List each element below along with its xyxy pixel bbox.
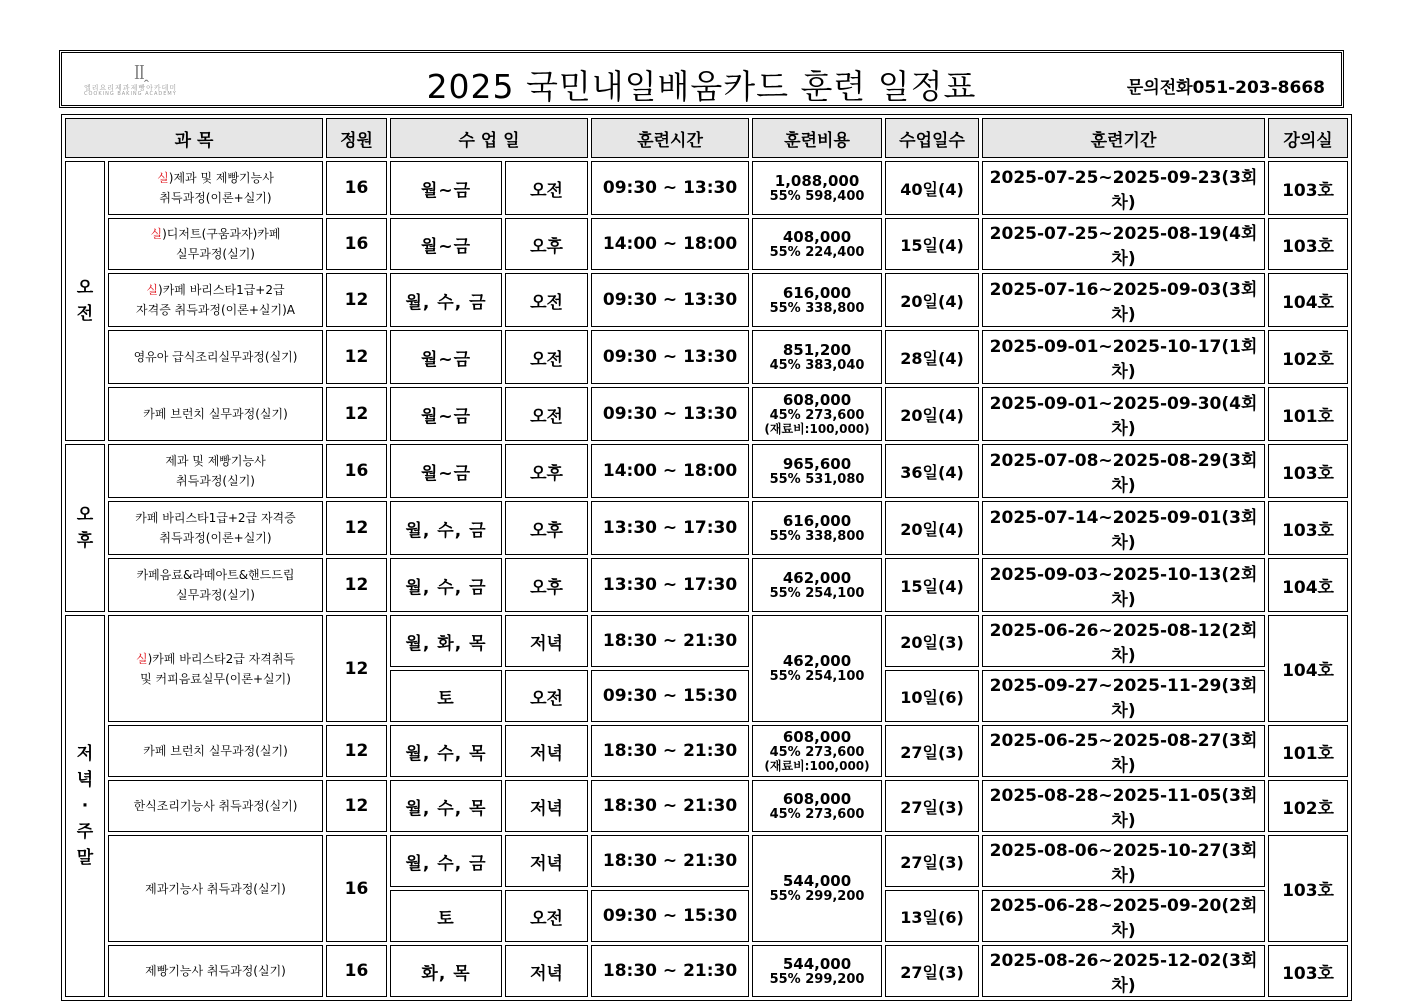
course-title: 제과기능사 취득과정(실기) [145, 881, 286, 896]
course-line-2: 실무과정(실기) [176, 588, 255, 602]
class-days: 월~금 [390, 330, 502, 384]
fee-subsidized: 55% 299,200 [769, 971, 865, 987]
table-row [65, 725, 1348, 777]
course-line-1 [109, 879, 322, 899]
table-row [65, 218, 1348, 270]
fee-amount: 616,000 [782, 511, 852, 530]
classroom: 103호 [1268, 501, 1348, 555]
course-line-2: 취득과정(이론+실기) [159, 191, 272, 205]
class-slot: 오후 [505, 558, 588, 612]
table-header-row [65, 118, 1348, 158]
header-training-period: 훈련기간 [982, 118, 1265, 158]
training-time: 09:30 ~ 13:30 [591, 161, 749, 215]
number-of-days: 20일(4) [885, 273, 979, 327]
course-line-2: 및 커피음료실무(이론+실기) [140, 671, 291, 686]
class-slot: 오전 [505, 387, 588, 441]
capacity: 12 [326, 725, 387, 777]
training-fee [752, 945, 882, 997]
table-row [65, 945, 1348, 997]
capacity: 16 [326, 161, 387, 215]
capacity: 16 [326, 444, 387, 498]
training-time: 18:30 ~ 21:30 [591, 615, 749, 667]
class-slot: 오후 [505, 501, 588, 555]
table-row [65, 161, 1348, 215]
training-fee [752, 330, 882, 384]
course-name [108, 945, 323, 997]
training-time: 13:30 ~ 17:30 [591, 501, 749, 555]
course-line-1 [109, 741, 322, 761]
capacity: 12 [326, 615, 387, 722]
table-row [65, 330, 1348, 384]
fee-subsidized: 55% 598,400 [769, 188, 865, 204]
class-days: 토 [390, 670, 502, 722]
class-days: 월, 화, 목 [390, 615, 502, 667]
header-box [59, 50, 1344, 108]
course-title: 영유아 급식조리실무과정(실기) [133, 350, 298, 364]
training-fee [752, 780, 882, 832]
training-period: 2025-09-27~2025-11-29(3회차) [982, 670, 1265, 722]
fee-amount: 408,000 [782, 227, 852, 246]
header-training-time: 훈련시간 [591, 118, 749, 158]
logo-korean-text: 엘리요리제과제빵아카데미 [84, 84, 178, 92]
classroom: 103호 [1268, 835, 1348, 942]
fee-subsidized: 45% 273,600 [769, 806, 865, 822]
course-name [108, 218, 323, 270]
header-number-of-days: 수업일수 [885, 118, 979, 158]
course-line-1 [109, 961, 322, 981]
table-row [65, 273, 1348, 327]
course-line-1 [109, 347, 322, 367]
course-line-2: 자격증 취득과정(이론+실기)A [136, 303, 295, 317]
course-title: 카페음료&라떼아트&핸드드립 [136, 568, 295, 582]
capacity: 16 [326, 218, 387, 270]
course-title: 카페 바리스타1급+2급 자격증 [135, 511, 296, 525]
class-days: 월, 수, 목 [390, 725, 502, 777]
fee-subsidized: 45% 383,040 [769, 357, 865, 373]
table-row [65, 501, 1348, 555]
fee-amount: 608,000 [782, 789, 852, 808]
course-name [108, 444, 323, 498]
capacity: 12 [326, 273, 387, 327]
capacity: 12 [326, 330, 387, 384]
class-days: 월~금 [390, 387, 502, 441]
training-fee [752, 615, 882, 722]
training-fee [752, 725, 882, 777]
class-days: 월~금 [390, 444, 502, 498]
schedule-table [61, 114, 1352, 1001]
training-time: 09:30 ~ 15:30 [591, 890, 749, 942]
fee-subsidized: 55% 299,200 [769, 889, 865, 904]
classroom: 102호 [1268, 780, 1348, 832]
class-slot: 오전 [505, 890, 588, 942]
fee-subsidized: 55% 531,080 [769, 471, 865, 487]
course-title: )제과 및 제빵기능사 [168, 171, 274, 185]
training-time: 09:30 ~ 15:30 [591, 670, 749, 722]
course-title: )카페 바리스타2급 자격취득 [147, 651, 296, 666]
number-of-days: 15일(4) [885, 558, 979, 612]
number-of-days: 20일(3) [885, 615, 979, 667]
course-title: 제과 및 제빵기능사 [165, 454, 266, 468]
class-days: 월, 수, 금 [390, 273, 502, 327]
fee-amount: 462,000 [782, 652, 852, 670]
training-fee [752, 387, 882, 441]
course-name [108, 725, 323, 777]
group-label-afternoon [65, 444, 105, 612]
classroom: 103호 [1268, 218, 1348, 270]
number-of-days: 20일(4) [885, 387, 979, 441]
class-slot: 저녁 [505, 945, 588, 997]
fee-amount: 544,000 [782, 872, 852, 890]
table-row [65, 780, 1348, 832]
training-fee [752, 161, 882, 215]
classroom: 103호 [1268, 945, 1348, 997]
training-time: 18:30 ~ 21:30 [591, 945, 749, 997]
training-period: 2025-06-26~2025-08-12(2회차) [982, 615, 1265, 667]
course-name [108, 835, 323, 942]
training-period: 2025-06-25~2025-08-27(3회차) [982, 725, 1265, 777]
classroom: 101호 [1268, 725, 1348, 777]
fee-subsidized: 45% 273,600 [769, 408, 865, 423]
training-period: 2025-07-25~2025-09-23(3회차) [982, 161, 1265, 215]
group-char: 전 [76, 304, 94, 324]
fee-subsidized: 55% 338,800 [769, 528, 865, 544]
class-slot: 저녁 [505, 780, 588, 832]
table-row [65, 444, 1348, 498]
course-line-1 [109, 280, 322, 300]
classroom: 104호 [1268, 615, 1348, 722]
group-char: 녁 [76, 770, 94, 790]
fee-amount: 616,000 [782, 283, 852, 302]
training-time: 14:00 ~ 18:00 [591, 218, 749, 270]
training-period: 2025-06-28~2025-09-20(2회차) [982, 890, 1265, 942]
course-line-1 [109, 508, 322, 528]
course-title: 한식조리기능사 취득과정(실기) [133, 799, 298, 813]
course-title: )디저트(구움과자)카페 [162, 227, 281, 241]
class-slot: 저녁 [505, 615, 588, 667]
course-title: 카페 브런치 실무과정(실기) [143, 407, 288, 421]
fee-subsidized: 55% 254,100 [769, 669, 865, 684]
training-period: 2025-09-01~2025-09-30(4회차) [982, 387, 1265, 441]
course-title: 제빵기능사 취득과정(실기) [145, 964, 286, 978]
fee-amount: 851,200 [782, 340, 852, 359]
course-line-2: 취득과정(실기) [176, 474, 255, 488]
training-fee [752, 444, 882, 498]
logo-english-text: COOKING BAKING ACADEMY [84, 91, 177, 97]
class-days: 토 [390, 890, 502, 942]
class-days: 월~금 [390, 161, 502, 215]
group-char: 저 [76, 744, 94, 764]
classroom: 103호 [1268, 444, 1348, 498]
material-fee-note: (재료비:100,000) [764, 422, 870, 436]
group-char: · [81, 796, 89, 816]
number-of-days: 40일(4) [885, 161, 979, 215]
practical-mark: 실 [157, 171, 169, 185]
training-time: 09:30 ~ 13:30 [591, 273, 749, 327]
number-of-days: 10일(6) [885, 670, 979, 722]
header-course: 과 목 [65, 118, 323, 158]
fee-subsidized: 55% 338,800 [769, 300, 865, 316]
header-capacity: 정원 [326, 118, 387, 158]
training-time: 09:30 ~ 13:30 [591, 387, 749, 441]
header-class-days: 수 업 일 [390, 118, 588, 158]
capacity: 12 [326, 780, 387, 832]
classroom: 104호 [1268, 558, 1348, 612]
course-line-1 [109, 451, 322, 471]
header-classroom: 강의실 [1268, 118, 1348, 158]
course-line-2: 실무과정(실기) [176, 247, 255, 261]
course-line-1 [109, 796, 322, 816]
training-fee [752, 558, 882, 612]
course-line-1 [109, 649, 322, 669]
number-of-days: 27일(3) [885, 835, 979, 887]
course-line-1 [109, 224, 322, 244]
training-time: 13:30 ~ 17:30 [591, 558, 749, 612]
fee-subsidized: 45% 273,600 [769, 745, 865, 760]
course-name [108, 780, 323, 832]
course-line-1 [109, 565, 322, 585]
course-name [108, 273, 323, 327]
class-days: 월, 수, 금 [390, 835, 502, 887]
fee-subsidized: 55% 224,400 [769, 244, 865, 260]
table-row [65, 387, 1348, 441]
training-period: 2025-08-06~2025-10-27(3회차) [982, 835, 1265, 887]
class-slot: 저녁 [505, 725, 588, 777]
group-char: 오 [76, 278, 94, 298]
header-training-fee: 훈련비용 [752, 118, 882, 158]
training-period: 2025-09-01~2025-10-17(1회차) [982, 330, 1265, 384]
training-period: 2025-08-28~2025-11-05(3회차) [982, 780, 1265, 832]
class-days: 월, 수, 금 [390, 558, 502, 612]
training-time: 18:30 ~ 21:30 [591, 835, 749, 887]
group-char: 주 [76, 822, 94, 842]
class-days: 화, 목 [390, 945, 502, 997]
group-label-morning [65, 161, 105, 441]
classroom: 103호 [1268, 161, 1348, 215]
classroom: 102호 [1268, 330, 1348, 384]
class-slot: 오전 [505, 330, 588, 384]
course-line-1 [109, 404, 322, 424]
number-of-days: 27일(3) [885, 945, 979, 997]
table-row [65, 835, 1348, 887]
classroom: 101호 [1268, 387, 1348, 441]
class-slot: 오전 [505, 273, 588, 327]
training-fee [752, 273, 882, 327]
class-days: 월, 수, 목 [390, 780, 502, 832]
course-line-2: 취득과정(이론+실기) [159, 531, 272, 545]
training-period: 2025-07-08~2025-08-29(3회차) [982, 444, 1265, 498]
class-slot: 오전 [505, 670, 588, 722]
fee-amount: 1,088,000 [774, 171, 860, 190]
course-name [108, 615, 323, 722]
table-row [65, 615, 1348, 667]
training-fee [752, 501, 882, 555]
fee-amount: 462,000 [782, 568, 852, 587]
course-line-1 [109, 168, 322, 188]
number-of-days: 20일(4) [885, 501, 979, 555]
material-fee-note: (재료비:100,000) [764, 759, 870, 773]
practical-mark: 실 [146, 283, 159, 297]
capacity: 12 [326, 558, 387, 612]
capacity: 12 [326, 387, 387, 441]
course-name [108, 558, 323, 612]
course-name [108, 161, 323, 215]
capacity: 16 [326, 835, 387, 942]
course-title: 카페 브런치 실무과정(실기) [143, 744, 288, 758]
course-name [108, 330, 323, 384]
training-period: 2025-09-03~2025-10-13(2회차) [982, 558, 1265, 612]
training-time: 18:30 ~ 21:30 [591, 780, 749, 832]
class-days: 월, 수, 금 [390, 501, 502, 555]
training-fee [752, 218, 882, 270]
group-char: 오 [76, 505, 94, 525]
fee-amount: 965,600 [782, 454, 852, 473]
class-days: 월~금 [390, 218, 502, 270]
course-title: )카페 바리스타1급+2급 [158, 283, 285, 297]
contact-phone: 문의전화051-203-8668 [1126, 78, 1325, 98]
practical-mark: 실 [135, 651, 148, 666]
training-period: 2025-07-25~2025-08-19(4회차) [982, 218, 1265, 270]
capacity: 16 [326, 945, 387, 997]
page-title: 2025 국민내일배움카드 훈련 일정표 [426, 67, 977, 106]
course-name [108, 501, 323, 555]
number-of-days: 28일(4) [885, 330, 979, 384]
fee-amount: 544,000 [782, 954, 852, 973]
number-of-days: 15일(4) [885, 218, 979, 270]
group-char: 말 [76, 848, 94, 868]
training-time: 09:30 ~ 13:30 [591, 330, 749, 384]
class-slot: 오후 [505, 444, 588, 498]
number-of-days: 27일(3) [885, 725, 979, 777]
group-label-evening [65, 615, 105, 997]
training-period: 2025-08-26~2025-12-02(3회차) [982, 945, 1265, 997]
group-char: 후 [76, 531, 94, 551]
practical-mark: 실 [150, 227, 163, 241]
training-time: 18:30 ~ 21:30 [591, 725, 749, 777]
fee-subsidized: 55% 254,100 [769, 585, 865, 601]
class-slot: 오전 [505, 161, 588, 215]
logo-mark: ꟾꟾꞈ [134, 65, 148, 83]
course-name [108, 387, 323, 441]
training-fee [752, 835, 882, 942]
fee-amount: 608,000 [782, 728, 852, 746]
classroom: 104호 [1268, 273, 1348, 327]
table-row [65, 558, 1348, 612]
training-time: 14:00 ~ 18:00 [591, 444, 749, 498]
capacity: 12 [326, 501, 387, 555]
number-of-days: 13일(6) [885, 890, 979, 942]
number-of-days: 36일(4) [885, 444, 979, 498]
training-period: 2025-07-16~2025-09-03(3회차) [982, 273, 1265, 327]
fee-amount: 608,000 [782, 391, 852, 409]
training-period: 2025-07-14~2025-09-01(3회차) [982, 501, 1265, 555]
class-slot: 오후 [505, 218, 588, 270]
number-of-days: 27일(3) [885, 780, 979, 832]
class-slot: 저녁 [505, 835, 588, 887]
